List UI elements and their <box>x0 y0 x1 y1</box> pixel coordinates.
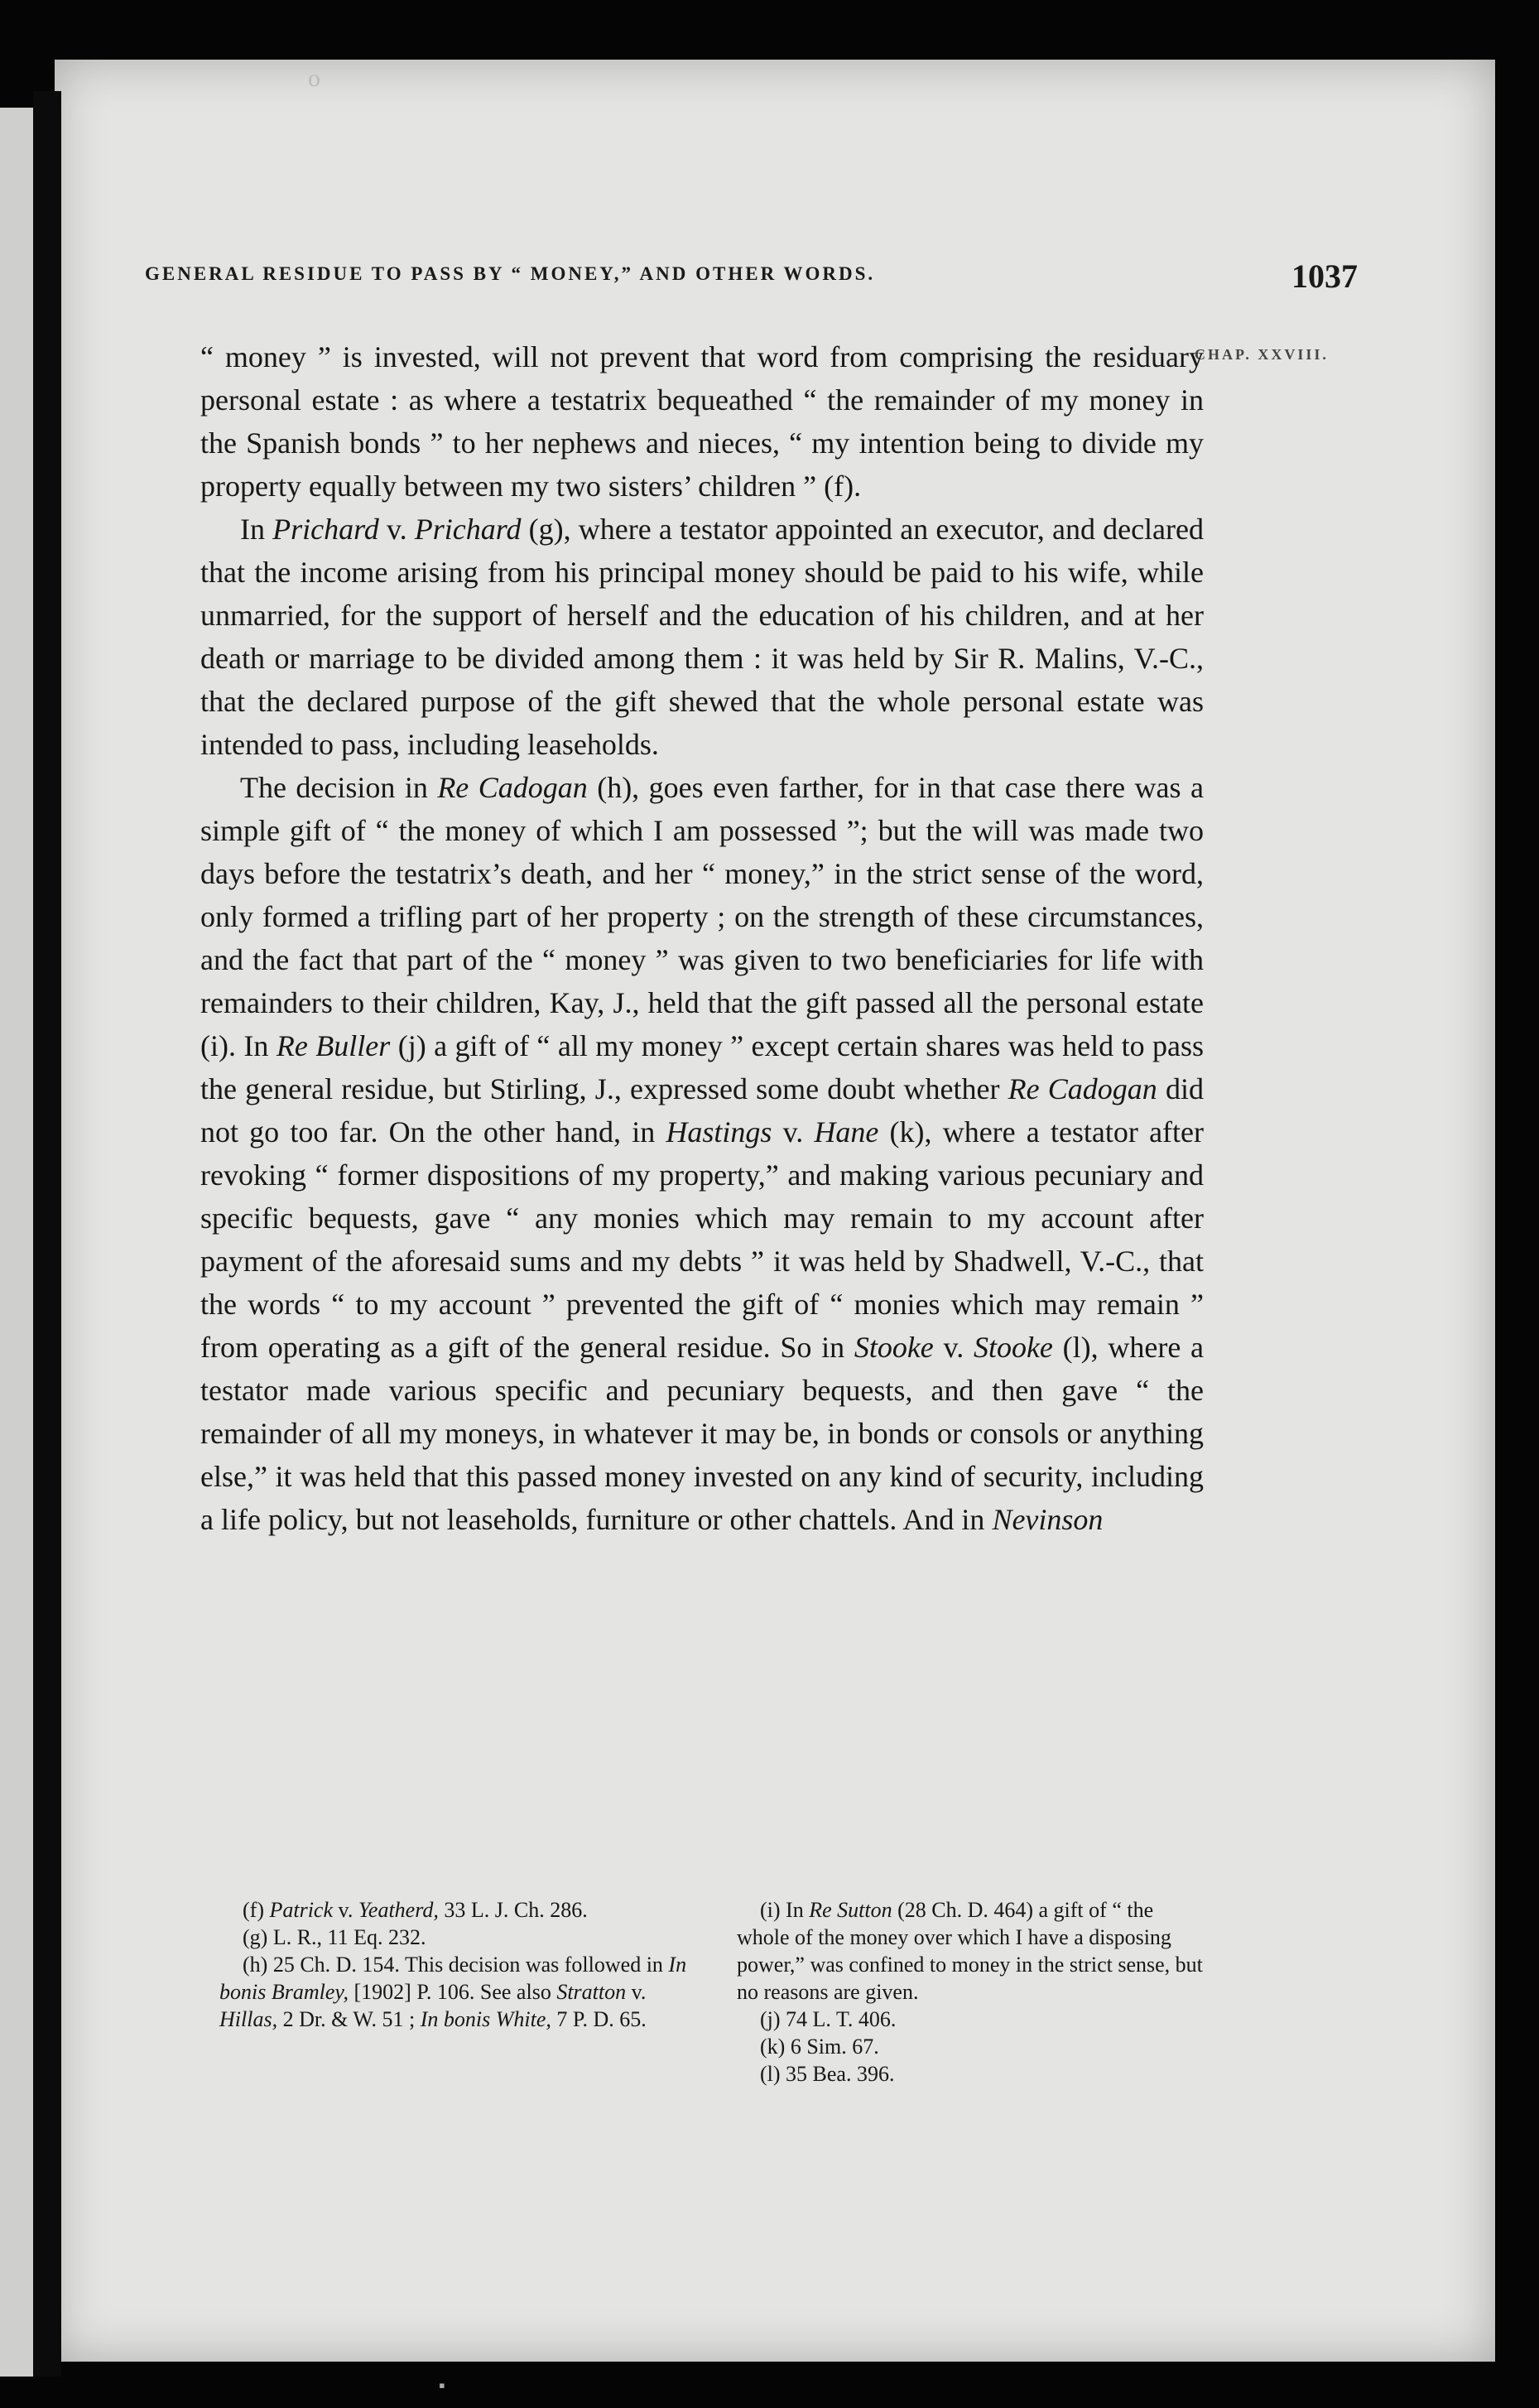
case-name: Nevinson <box>992 1503 1104 1536</box>
footnote-text: [1902] P. 106. See also <box>349 1980 557 2004</box>
body-text <box>200 335 1204 1541</box>
case-name: Stooke <box>854 1331 934 1364</box>
case-name: Stooke <box>973 1331 1053 1364</box>
footnote-g: (g) L. R., 11 Eq. 232. <box>243 1925 426 1949</box>
footnote-text: 33 L. J. Ch. 286. <box>438 1898 588 1922</box>
case-name: Re Cadogan <box>437 771 588 804</box>
running-title: GENERAL RESIDUE TO PASS BY “ MONEY,” AND OTHER WORDS. <box>145 263 876 284</box>
paragraph-text: (g), where a testator appointed an executor, and declared that the income arising from his principal money should be paid to his wife, while unmarried, for the support of herself and the education of his children, and at her death or marriage to be divided among them : it was held by Sir R. Malins, V.-C., that the declared purpose of the gift shewed that the whole personal estate was intended to pass, including leaseholds. <box>200 513 1205 761</box>
case-name: Patrick <box>269 1898 334 1922</box>
paragraph <box>200 508 1204 766</box>
case-name: Re Buller <box>276 1029 391 1062</box>
case-name: Stratton <box>556 1980 627 2004</box>
paragraph-text: In <box>240 513 273 546</box>
chapter-marker: CHAP. XXVIII. <box>1195 346 1329 363</box>
case-name: In bonis White, <box>420 2007 551 2031</box>
paragraph-text: (l), where a testator made various specific and pecuniary bequests, and then gave “ the remainder of all my moneys, in whatever it may be, in bonds or consols or anything else,” it was held that this passed money invested on any kind of security, including a life policy, but not leaseholds, furniture or other chattels. And in <box>200 1331 1205 1536</box>
scan-mark-top: o <box>308 65 320 92</box>
paragraph <box>200 335 1204 508</box>
case-name: Hane <box>814 1115 879 1149</box>
paragraph-text: (h), goes even farther, for in that case there was a simple gift of “ the money of which I am possessed ”; but the will was made two days before the testatrix’s death, and her “ money,” in the strict sense of the word, only formed a trifling part of her property ; on the strength of these circumstances, and the fact that part of the “ money ” was given to two beneficiaries for life with remainders to their children, Kay, J., held that the gift passed all the personal estate (i). In <box>200 771 1204 1062</box>
footnote-h <box>219 1951 687 2033</box>
footnote-l: (l) 35 Bea. 396. <box>760 2062 895 2086</box>
scan-mark-bottom: ▪ <box>439 2375 445 2396</box>
gutter-shadow <box>33 91 61 2377</box>
footnote-text: (f) <box>243 1898 270 1922</box>
case-name: Re Cadogan <box>1008 1072 1157 1105</box>
paragraph-text: The decision in <box>240 771 438 804</box>
footnote-text: v. <box>333 1898 358 1922</box>
case-name: In bonis Bramley, <box>219 1953 687 2004</box>
footnotes <box>219 1896 1205 2088</box>
facing-page-edge <box>0 108 33 2377</box>
paragraph-text: did not go too far. On the other hand, in <box>200 1072 1204 1149</box>
case-name: Yeatherd, <box>358 1898 439 1922</box>
case-name: Prichard <box>272 513 379 546</box>
footnote-text: 2 Dr. & W. 51 ; <box>277 2007 421 2031</box>
footnote-text: (i) In <box>760 1898 810 1922</box>
case-name: Re Sutton <box>809 1898 892 1922</box>
footnote-text: (28 Ch. D. 464) a gift of “ the whole of the money over which I have a disposing power,” was confined to money in the strict sense, but no reasons are given. <box>737 1898 1203 2004</box>
case-name: Hillas, <box>219 2007 278 2031</box>
case-name: Hastings <box>666 1115 772 1149</box>
case-name: Prichard <box>414 513 522 546</box>
paragraph-text: v. <box>378 513 415 546</box>
footnote-text: (h) 25 Ch. D. 154. This decision was followed in <box>243 1953 669 1977</box>
paragraph-text: (j) a gift of “ all my money ” except certain shares was held to pass the general residue, but Stirling, J., expressed some doubt whether <box>200 1029 1205 1105</box>
footnote-text: 7 P. D. 65. <box>551 2007 647 2031</box>
footnote-i <box>737 1896 1205 2006</box>
footnote-j: (j) 74 L. T. 406. <box>760 2007 897 2031</box>
footnote-column-left <box>219 1896 687 2088</box>
footnote-text: v. <box>626 1980 647 2004</box>
paragraph-text: v. <box>933 1331 974 1364</box>
footnote-f <box>219 1896 687 1924</box>
paragraph-text: “ money ” is invested, will not prevent that word from comprising the residuary personal estate : as where a testatrix bequeathed “ the remainder of my money in the Spanish bonds ” to her nephews and nieces, “ my intention being to divide my property equally between my two sisters’ children ” (f). <box>200 340 1204 503</box>
footnote-k: (k) 6 Sim. 67. <box>760 2035 879 2059</box>
paragraph <box>200 766 1204 1541</box>
paragraph-text: v. <box>772 1115 815 1149</box>
paragraph-text: (k), where a testator after revoking “ former dispositions of my property,” and making various pecuniary and specific bequests, gave “ any monies which may remain to my account after payment of the aforesaid sums and my debts ” it was held by Shadwell, V.-C., that the words “ to my account ” prevented the gift of “ monies which may remain ” from operating as a gift of the general residue. So in <box>200 1115 1205 1364</box>
page-number: 1037 <box>1291 258 1358 295</box>
footnote-column-right <box>737 1896 1205 2088</box>
